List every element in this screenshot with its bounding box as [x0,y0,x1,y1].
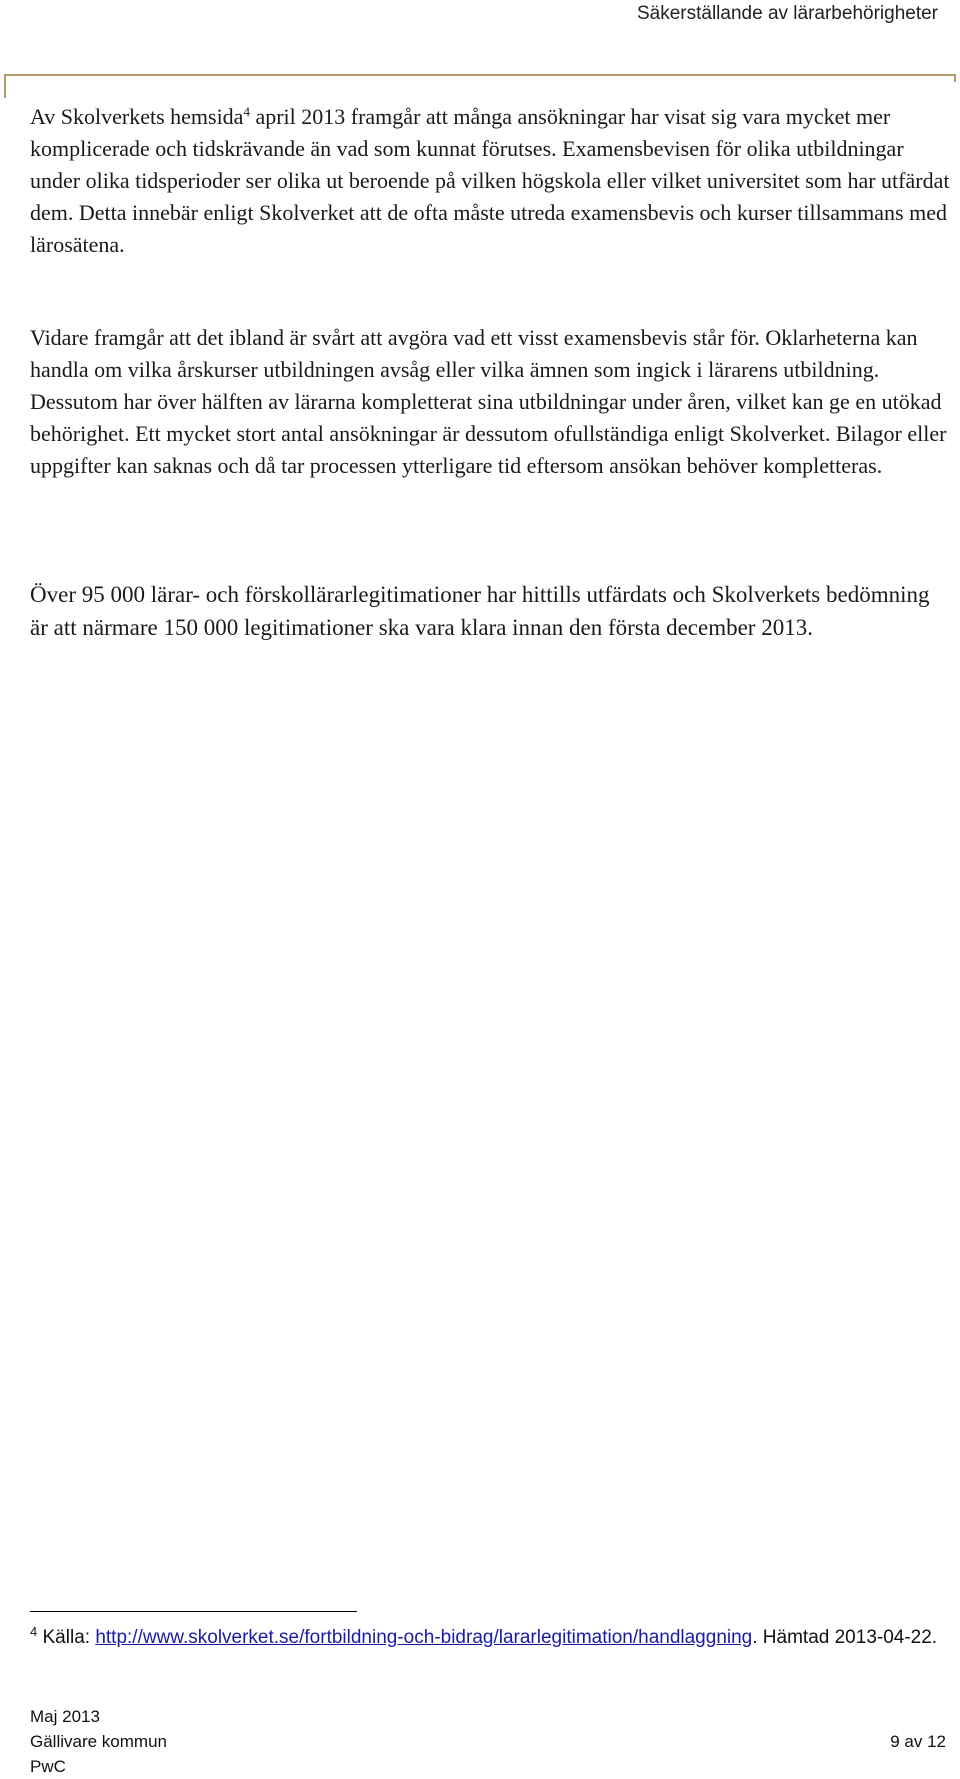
footer-left [30,1704,167,1779]
footer-company: PwC [30,1757,66,1776]
footnote [30,1624,950,1651]
header-rule-left-tick [4,74,6,98]
footnote-number: 4 [30,1624,38,1639]
paragraph-1-rest: april 2013 framgår att många ansökningar har visat sig vara mycket mer komplicerade och tidskrävande än vad som kunnat förutses. Examensbevisen för olika utbildningar under olika tidsperioder ser olika ut beroende på vilken högskola eller vilket universitet som har utfärdat dem. Detta innebär enligt Skolverket att de ofta måste utreda examensbevis och kurser tillsammans med lärosätena. [30,104,950,257]
paragraph-1 [30,101,950,261]
header-rule [4,74,956,76]
paragraph-2: Vidare framgår att det ibland är svårt att avgöra vad ett visst examensbevis står för. Oklarheterna kan handla om vilka årskurser utbildningen avsåg eller vilka ämnen som ingick i lärarens utbildning. Dessutom har över hälften av lärarna kompletterat sina utbildningar under åren, vilket kan ge en utökad behörighet. Ett mycket stort antal ansökningar är dessutom ofullständiga enligt Skolverket. Bilagor eller uppgifter kan saknas och då tar processen ytterligare tid eftersom ansökan behöver kompletteras. [30,325,947,478]
header-rule-right-tick [954,74,956,82]
footer-page-number: 9 av 12 [890,1732,946,1751]
footnote-prefix: Källa: [37,1627,96,1648]
footer-date: Maj 2013 [30,1707,100,1726]
footnote-source-link[interactable]: http://www.skolverket.se/fortbildning-och-bidrag/lararlegitimation/handlaggning [95,1627,753,1648]
paragraph-1-start: Av Skolverkets hemsida [30,104,244,129]
paragraph-3: Över 95 000 lärar- och förskollärarlegitimationer har hittills utfärdats och Skolverkets bedömning är att närmare 150 000 legitimationer ska vara klara innan den första december 2013. [30,582,930,640]
footer-organization: Gällivare kommun [30,1732,167,1751]
running-header-title: Säkerställande av lärarbehörigheter [636,3,938,24]
footnote-suffix: . Hämtad 2013-04-22. [752,1627,938,1648]
footnote-reference: 4 [243,104,250,119]
footnote-separator [30,1611,357,1612]
